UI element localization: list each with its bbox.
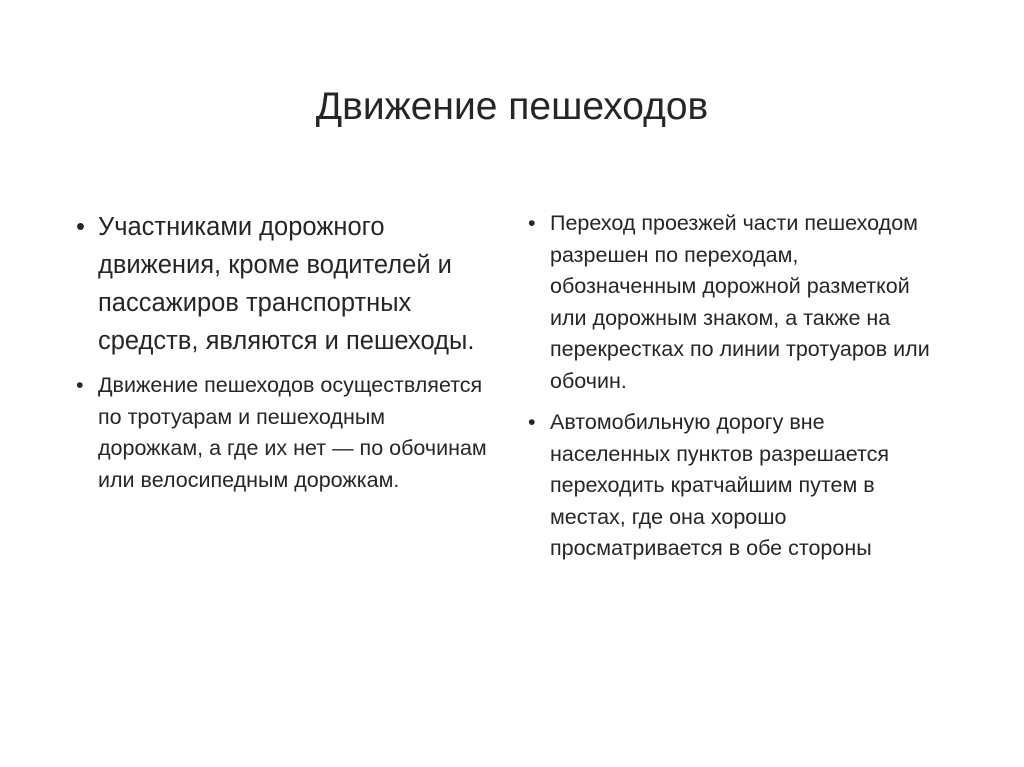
left-column bbox=[76, 208, 496, 496]
bullet-item: • Автомобильную дорогу вне населенных пунктов разрешается переходить кратчайшим путем в местах, где она хорошо просматривается в обе стороны bbox=[528, 407, 948, 565]
bullet-item: • Переход проезжей части пешеходом разрешен по переходам, обозначенным дорожной разметкой или дорожным знаком, а также на перекрестках по линии тротуаров или обочин. bbox=[528, 208, 948, 397]
bullet-item: • Движение пешеходов осуществляется по тротуарам и пешеходным дорожкам, а где их нет — по обочинам или велосипедным дорожкам. bbox=[76, 370, 496, 496]
right-column bbox=[528, 208, 948, 575]
slide-title: Движение пешеходов bbox=[315, 85, 709, 128]
bullet-item: • Участниками дорожного движения, кроме водителей и пассажиров транспортных средств, являются и пешеходы. bbox=[76, 208, 496, 360]
